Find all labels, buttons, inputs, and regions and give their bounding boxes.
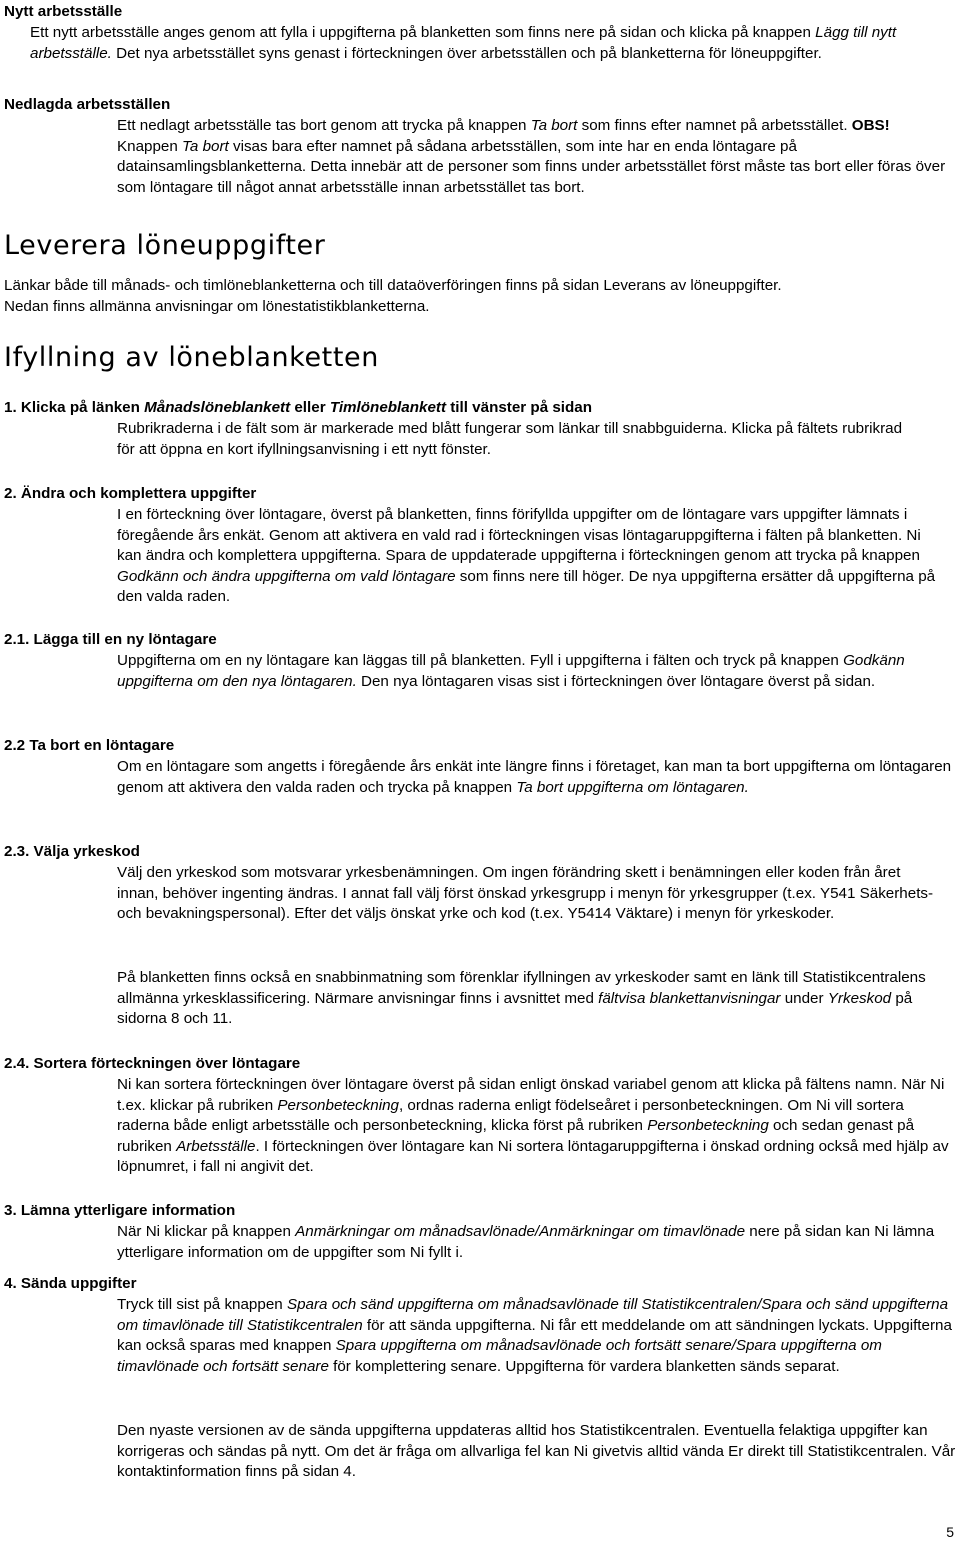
text-run: Anmärkningar om månadsavlönade/Anmärkningar om timavlönade — [295, 1223, 746, 1240]
step-body-4-a — [117, 1295, 957, 1377]
text-run: Tryck till sist på knappen — [117, 1296, 287, 1313]
paragraph-nedlagda — [117, 116, 947, 198]
step-body-2-3-a: Välj den yrkeskod som motsvarar yrkesbenämningen. Om ingen förändring skett i benämningen eller koden från året innan, behöver ingenting ändras. I annat fall välj först önskad yrkesgrupp i menyn för yrkesgrupper (t.ex. Y541 Säkerhets- och bevakningspersonal). Efter det väljs önskat yrke och kod (t.ex. Y5414 Väktare) i menyn för yrkeskoder. — [117, 864, 934, 923]
text-run: Ta bort — [182, 137, 229, 155]
text-run: till vänster på sidan — [446, 399, 593, 416]
step-body-4-b: Den nyaste versionen av de sända uppgifterna uppdateras alltid hos Statistikcentralen. Eventuella felaktiga uppgifter kan korrigeras och sändas på nytt. Om det är fråga om allvarliga fel kan Ni givetvis alltid vända Er direkt till Statistikcentralen. Vår kontaktinformation finns på sidan 4. — [117, 1422, 956, 1481]
section-heading-nytt-arbetsstalle: Nytt arbetsställe — [4, 3, 123, 20]
text-run: Spara uppgifterna om månadsavlönade och fortsätt senare/Spara uppgifterna om timavlönade och fortsätt senare — [117, 1337, 882, 1375]
text-run: visas bara efter namnet på sådana arbetsställen, som inte har en enda löntagare på datainsamlingsblanketterna. Detta innebär att de personer som finns under arbetsstället först måste tas bort eller föras över som löntagare till något annat arbetsställe innan arbetsstället tas bort. — [117, 137, 946, 196]
paragraph-leverera-2: Nedan finns allmänna anvisningar om lönestatistikblanketterna. — [4, 298, 430, 315]
step-heading-2-3: 2.3. Välja yrkeskod — [4, 843, 140, 860]
step-heading-2-4: 2.4. Sortera förteckningen över löntagare — [4, 1055, 301, 1072]
text-run: som finns nere till höger. De nya uppgifterna ersätter då uppgifterna på den valda raden. — [117, 567, 936, 606]
text-run: Den nya löntagaren visas sist i förteckningen över löntagare överst på sidan. — [356, 672, 876, 690]
step-body-2-1 — [117, 651, 947, 692]
button-name-lagg-till: Lägg till nytt arbetsställe. — [30, 24, 897, 62]
text-run: för att sända uppgifterna. Ni får ett meddelande om att sändningen lyckats. Uppgifterna kan också sparas med knappen — [117, 1316, 952, 1355]
text-run: som finns efter namnet på arbetsstället. — [577, 117, 852, 134]
text-run: 1. Klicka på länken — [4, 399, 145, 416]
text-run: På blanketten finns också en snabbinmatning som förenklar ifyllningen av yrkeskoder samt en länk till Statistikcentralens allmänna yrkesklassificering. Närmare anvisningar finns i avsnittet med — [117, 969, 926, 1007]
step-heading-2-1: 2.1. Lägga till en ny löntagare — [4, 631, 217, 648]
text-run: Månadslöneblankett — [144, 399, 291, 416]
text-run: Ni kan sortera förteckningen över löntagare överst på sidan enligt önskad variabel genom att klicka på fältens namn. När Ni t.ex. klickar på rubriken — [117, 1076, 945, 1114]
text-run: Spara och sänd uppgifterna om månadsavlönade till Statistikcentralen/Spara och sänd uppgifterna om timavlönade till Statistikcentralen — [117, 1296, 949, 1334]
text-run: Personbeteckning — [277, 1096, 399, 1114]
text-run: Timlöneblankett — [329, 399, 447, 416]
text-run: Personbeteckning — [647, 1117, 769, 1135]
text-run: . I förteckningen över löntagare kan Ni sortera löntagaruppgifterna i önskad ordning också med hjälp av löpnumret, i fall ni angivit det. — [117, 1137, 949, 1176]
text-run: Knappen — [117, 137, 183, 155]
text-run: Yrkeskod — [827, 989, 892, 1007]
text-run: Uppgifterna om en ny löntagare kan läggas till på blanketten. Fyll i uppgifterna i fälten och tryck på knappen — [117, 652, 844, 669]
page-title-ifyllning: Ifyllning av löneblanketten — [4, 342, 379, 373]
step-heading-1 — [4, 398, 592, 418]
text-run: och sedan genast på rubriken — [117, 1117, 915, 1155]
text-run: Ett nytt arbetsställe anges genom att fylla i uppgifterna på blanketten som finns nere på sidan och klicka på knappen — [30, 24, 816, 41]
page-title-leverera: Leverera löneuppgifter — [4, 230, 326, 261]
text-run: När Ni klickar på knappen — [117, 1223, 296, 1240]
page-number: 5 — [946, 1524, 954, 1540]
paragraph-leverera-1: Länkar både till månads- och timlöneblanketterna och till dataöverföringen finns på sidan Leverans av löneuppgifter. — [4, 277, 782, 294]
step-body-3 — [117, 1222, 937, 1263]
text-run: fältvisa blankettanvisningar — [598, 989, 781, 1007]
step-body-2-4 — [117, 1075, 957, 1178]
paragraph-nytt-arbetsstalle — [30, 23, 950, 64]
text-run: på sidorna 8 och 11. — [117, 989, 913, 1028]
text-run: I en förteckning över löntagare, överst på blanketten, finns förifyllda uppgifter om de löntagare vars uppgifter lämnats i föregående års enkät. Genom att aktivera en vald rad i förteckningen visas löntagaruppgifterna i fälten på blanketten. Ni kan ändra och komplettera uppgifterna. Spara de uppdaterade uppgifterna i förteckningen genom att trycka på knappen — [117, 506, 921, 565]
text-run: Ett nedlagt arbetsställe tas bort genom att trycka på knappen — [117, 117, 531, 134]
step-heading-3: 3. Lämna ytterligare information — [4, 1202, 236, 1219]
text-run: Godkänn och ändra uppgifterna om vald löntagare — [117, 567, 456, 585]
step-heading-2-2: 2.2 Ta bort en löntagare — [4, 737, 175, 754]
text-run: nere på sidan kan Ni lämna ytterligare information om de uppgifter som Ni fyllt i. — [117, 1223, 935, 1261]
step-body-1: Rubrikraderna i de fält som är markerade med blått fungerar som länkar till snabbguiderna. Klicka på fältets rubrikrad för att öppna en kort ifyllningsanvisning i ett nytt fönster. — [117, 420, 903, 458]
text-run: Om en löntagare som angetts i föregående års enkät inte längre finns i företaget, kan man ta bort uppgifterna om löntagaren genom att aktivera den valda raden och trycka på knappen — [117, 758, 952, 796]
step-body-2-3-b — [117, 968, 937, 1030]
text-run: Arbetsställe — [176, 1137, 256, 1155]
text-run: under — [780, 989, 828, 1007]
text-run: Det nya arbetsstället syns genast i förteckningen över arbetsställen och på blanketterna för löneuppgifter. — [111, 44, 822, 62]
text-run: Ta bort — [530, 117, 578, 134]
section-heading-nedlagda: Nedlagda arbetsställen — [4, 96, 171, 113]
step-body-2-2 — [117, 757, 952, 798]
obs-label: OBS! — [851, 117, 890, 134]
text-run: Ta bort uppgifterna om löntagaren. — [516, 778, 749, 796]
step-heading-2: 2. Ändra och komplettera uppgifter — [4, 485, 257, 502]
text-run: för komplettering senare. Uppgifterna för vardera blanketten sänds separat. — [328, 1357, 840, 1375]
step-heading-4: 4. Sända uppgifter — [4, 1275, 137, 1292]
text-run: , ordnas raderna enligt födelseåret i personbeteckningen. Om Ni vill sortera raderna både enligt arbetsställe och personbeteckning, klicka först på rubriken — [117, 1096, 904, 1135]
text-run: eller — [290, 399, 330, 416]
text-run: Godkänn uppgifterna om den nya löntagaren. — [117, 652, 905, 690]
step-body-2 — [117, 505, 947, 608]
